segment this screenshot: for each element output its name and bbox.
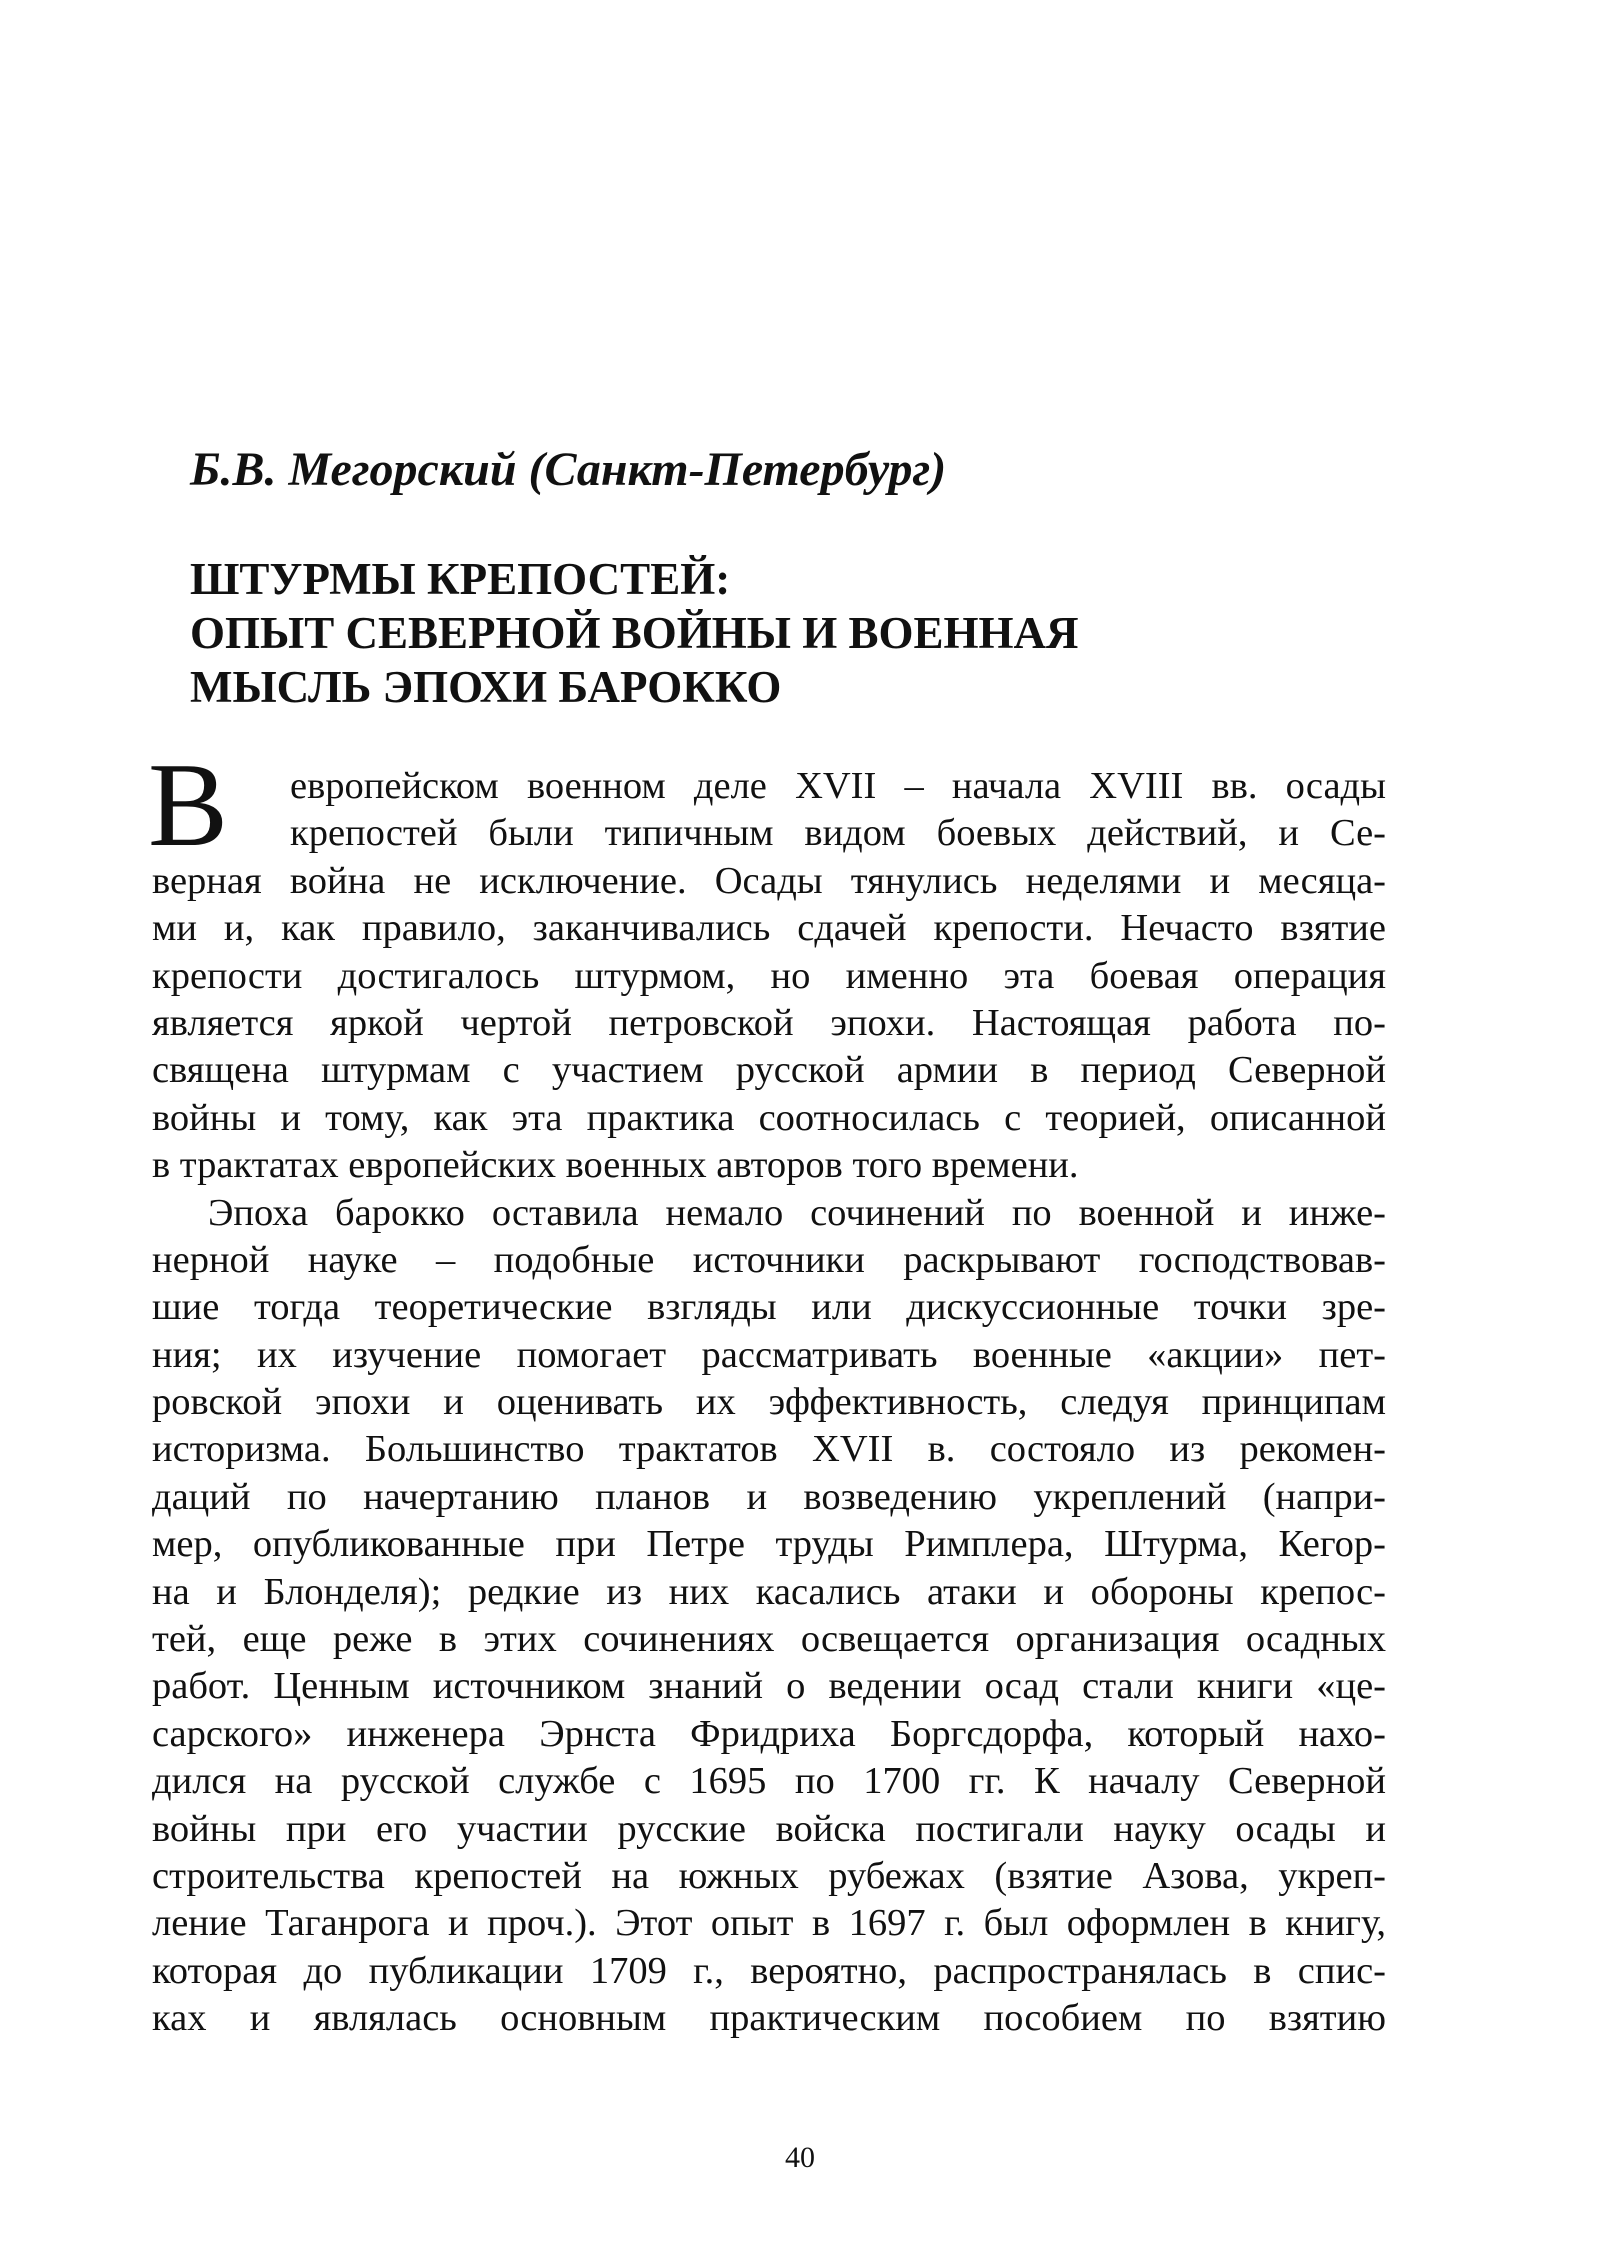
text-line: мер, опубликованные при Петре труды Римплера, Штурма, Кегор- [152, 1523, 1386, 1566]
text-line: шие тогда теоретические взгляды или дискуссионные точки зре- [152, 1286, 1386, 1329]
body-text [152, 763, 1386, 2043]
text-line: Эпоха барокко оставила немало сочинений по военной и инже- [208, 1191, 1386, 1234]
page-number: 40 [785, 2141, 815, 2174]
text-line: работ. Ценным источником знаний о ведении осад стали книги «це- [152, 1665, 1386, 1708]
text-line: сарского» инженера Эрнста Фридриха Боргсдорфа, который нахо- [152, 1712, 1386, 1755]
text-line: ми и, как правило, заканчивались сдачей крепости. Нечасто взятие [152, 907, 1386, 950]
text-line: даций по начертанию планов и возведению укреплений (напри- [152, 1475, 1386, 1518]
text-line: в трактатах европейских военных авторов того времени. [152, 1144, 1079, 1187]
text-line: европейском военном деле XVII – начала XVIII вв. осады [290, 765, 1386, 807]
text-line: дился на русской службе с 1695 по 1700 гг. К началу Северной [152, 1760, 1386, 1803]
title-line: ОПЫТ СЕВЕРНОЙ ВОЙНЫ И ВОЕННАЯ [190, 608, 1079, 658]
text-line: ния; их изучение помогает рассматривать военные «акции» пет- [152, 1333, 1386, 1376]
text-line: строительства крепостей на южных рубежах (взятие Азова, укреп- [152, 1854, 1386, 1897]
text-line: войны и тому, как эта практика соотносилась с теорией, описанной [152, 1096, 1386, 1139]
text-line: священа штурмам с участием русской армии в период Северной [152, 1049, 1386, 1092]
text-line: ровской эпохи и оценивать их эффективность, следуя принципам [152, 1381, 1386, 1424]
text-line: является яркой чертой петровской эпохи. Настоящая работа по- [152, 1001, 1386, 1044]
text-line: ление Таганрога и проч.). Этот опыт в 1697 г. был оформлен в книгу, [152, 1902, 1386, 1945]
text-line: войны при его участии русские войска постигали науку осады и [152, 1807, 1386, 1850]
title-line: МЫСЛЬ ЭПОХИ БАРОККО [190, 662, 782, 712]
text-line: нерной науке – подобные источники раскрывают господствовав- [152, 1238, 1386, 1281]
title-line: ШТУРМЫ КРЕПОСТЕЙ: [190, 554, 731, 604]
text-line: верная война не исключение. Осады тянулись неделями и месяца- [152, 859, 1386, 902]
text-line: крепости достигалось штурмом, но именно эта боевая операция [152, 954, 1386, 997]
text-line: на и Блонделя); редкие из них касались атаки и обороны крепос- [152, 1570, 1386, 1613]
drop-cap: В [148, 738, 229, 871]
text-line: которая до публикации 1709 г., вероятно, распространялась в спис- [152, 1949, 1386, 1992]
text-line: крепостей были типичным видом боевых действий, и Се- [290, 812, 1386, 855]
text-line: историзма. Большинство трактатов XVII в. состояло из рекомен- [152, 1428, 1386, 1471]
article-title [190, 552, 1390, 714]
author-line: Б.В. Мегорский (Санкт-Петербург) [190, 443, 947, 496]
text-line: ках и являлась основным практическим пособием по взятию [152, 1997, 1386, 2040]
text-line: тей, еще реже в этих сочинениях освещается организация осадных [152, 1618, 1386, 1661]
